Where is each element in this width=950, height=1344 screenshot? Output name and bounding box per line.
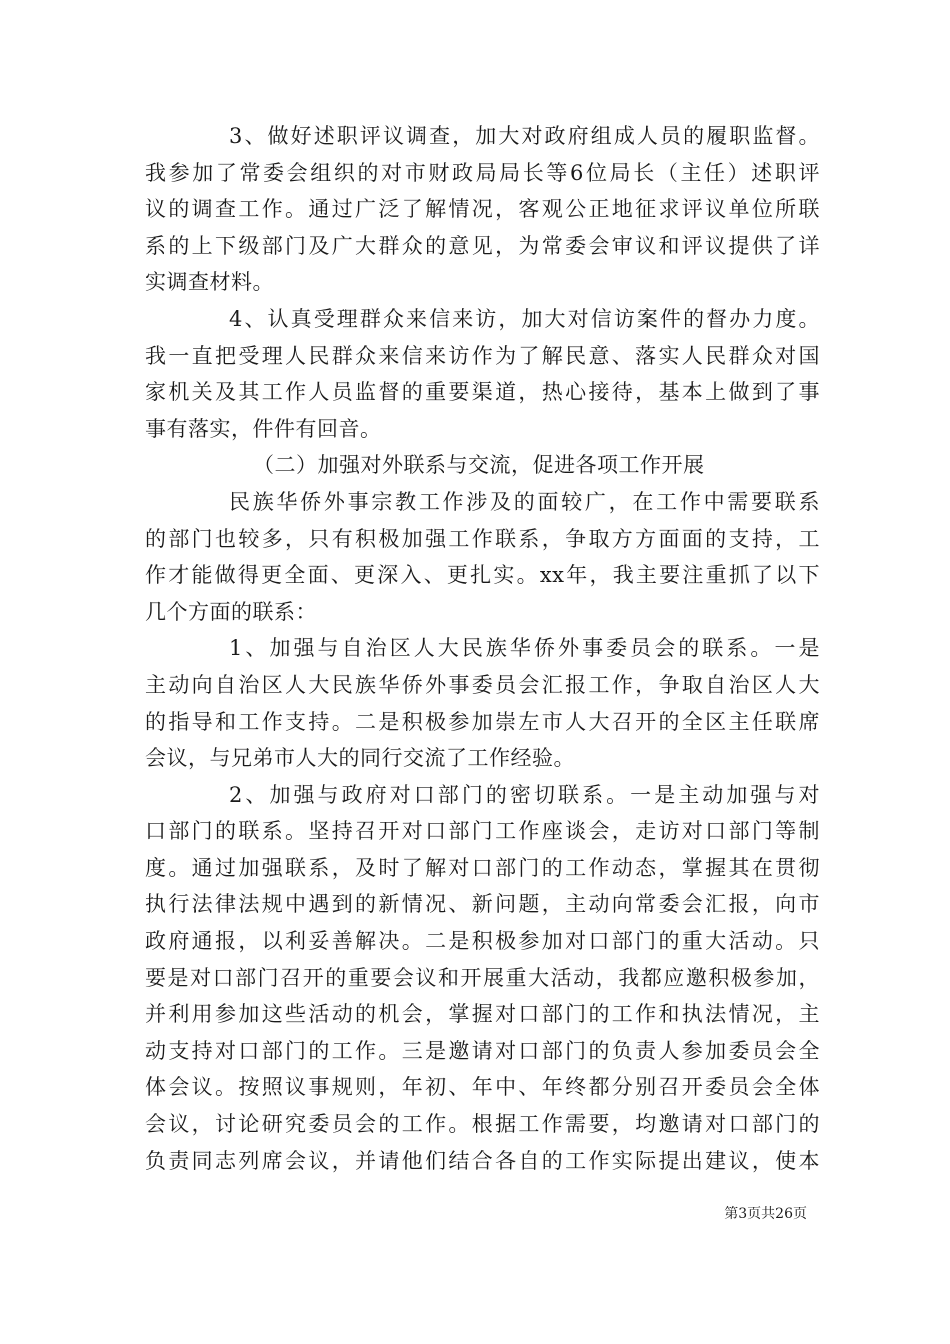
paragraph-line: 实调查材料。: [145, 270, 274, 295]
paragraph-line: 并利用参加这些活动的机会，掌握对口部门的工作和执法情况，主: [145, 1002, 820, 1027]
paragraph-line: 的部门也较多，只有积极加强工作联系，争取方方面面的支持，工: [145, 526, 820, 551]
paragraph-line: 执行法律法规中遇到的新情况、新问题，主动向常委会汇报，向市: [145, 892, 820, 917]
paragraph-line: 作才能做得更全面、更深入、更扎实。xx年，我主要注重抓了以下: [145, 563, 820, 588]
paragraph-line: 政府通报，以利妥善解决。二是积极参加对口部门的重大活动。只: [145, 929, 820, 954]
paragraph-line: 度。通过加强联系，及时了解对口部门的工作动态，掌握其在贯彻: [145, 855, 820, 880]
paragraph-line: 会议，讨论研究委员会的工作。根据工作需要，均邀请对口部门的: [145, 1112, 820, 1137]
paragraph-line: 我一直把受理人民群众来信来访作为了解民意、落实人民群众对国: [145, 343, 820, 368]
paragraph-line: 口部门的联系。坚持召开对口部门工作座谈会，走访对口部门等制: [145, 819, 820, 844]
paragraph-line: 我参加了常委会组织的对市财政局局长等6位局长（主任）述职评: [145, 160, 820, 185]
document-body: [145, 118, 820, 1179]
paragraph-line: 4、认真受理群众来信来访，加大对信访案件的督办力度。: [229, 306, 820, 331]
paragraph-line: 系的上下级部门及广大群众的意见，为常委会审议和评议提供了详: [145, 233, 820, 258]
section-heading: （二）加强对外联系与交流，促进各项工作开展: [253, 453, 705, 478]
paragraph-line: 事有落实，件件有回音。: [145, 416, 382, 441]
paragraph-line: 家机关及其工作人员监督的重要渠道，热心接待，基本上做到了事: [145, 380, 820, 405]
paragraph-line: 动支持对口部门的工作。三是邀请对口部门的负责人参加委员会全: [145, 1038, 820, 1063]
paragraph-line: 会议，与兄弟市人大的同行交流了工作经验。: [145, 746, 575, 771]
paragraph-line: 负责同志列席会议，并请他们结合各自的工作实际提出建议，使本: [145, 1148, 820, 1173]
paragraph-line: 体会议。按照议事规则，年初、年中、年终都分别召开委员会全体: [145, 1075, 820, 1100]
paragraph-line: 主动向自治区人大民族华侨外事委员会汇报工作，争取自治区人大: [145, 672, 820, 697]
paragraph-line: 的指导和工作支持。二是积极参加崇左市人大召开的全区主任联席: [145, 709, 820, 734]
paragraph-line: 2、加强与政府对口部门的密切联系。一是主动加强与对: [229, 782, 820, 807]
paragraph-line: 3、做好述职评议调查，加大对政府组成人员的履职监督。: [229, 124, 820, 148]
paragraph-line: 要是对口部门召开的重要会议和开展重大活动，我都应邀积极参加，: [145, 965, 820, 990]
page-number: 第3页共26页: [724, 1206, 807, 1222]
paragraph-line: 民族华侨外事宗教工作涉及的面较广，在工作中需要联系: [229, 489, 820, 514]
paragraph-line: 1、加强与自治区人大民族华侨外事委员会的联系。一是: [229, 636, 820, 661]
paragraph-line: 几个方面的联系：: [145, 599, 317, 624]
paragraph-line: 议的调查工作。通过广泛了解情况，客观公正地征求评议单位所联: [145, 197, 820, 222]
